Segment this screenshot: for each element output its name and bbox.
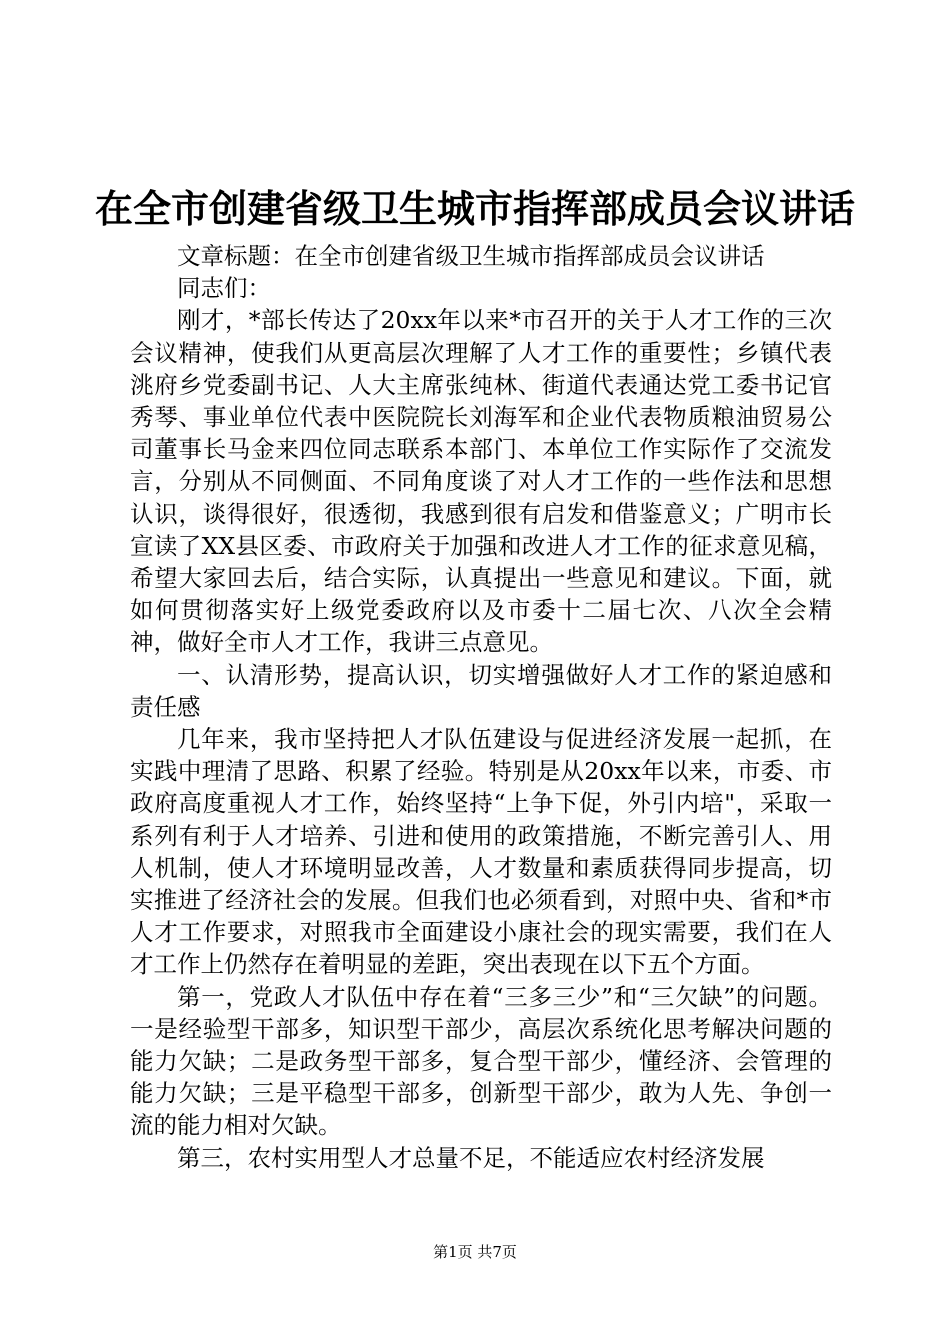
paragraph-opening: 刚才，*部长传达了20xx年以来*市召开的关于人才工作的三次会议精神，使我们从更高层次理解了人才工作的重要性；乡镇代表洮府乡党委副书记、人大主席张纯林、街道代表通达党工委书记官秀琴、事业单位代表中医院院长刘海军和企业代表物质粮油贸易公司董事长马金来四位同志联系本部门、本单位工作实际作了交流发言，分别从不同侧面、不同角度谈了对人才工作的一些作法和思想认识，谈得很好，很透彻，我感到很有启发和借鉴意义；广明市长宣读了XX县区委、市政府关于加强和改进人才工作的征求意见稿，希望大家回去后，结合实际，认真提出一些意见和建议。下面，就如何贯彻落实好上级党委政府以及市委十二届七次、八次全会精神，做好全市人才工作，我讲三点意见。 [130, 306, 832, 657]
document-body [130, 240, 832, 1174]
section-heading-1: 一、认清形势，提高认识，切实增强做好人才工作的紧迫感和责任感 [130, 660, 832, 721]
paragraph-article-title: 文章标题：在全市创建省级卫生城市指挥部成员会议讲话 [177, 242, 765, 270]
paragraph-progress: 几年来，我市坚持把人才队伍建设与促进经济发展一起抓，在实践中理清了思路、积累了经验。特别是从20xx年以来，市委、市政府高度重视人才工作，始终坚持“上争下促，外引内培"，采取一系列有利于人才培养、引进和使用的政策措施，不断完善引人、用人机制，使人才环境明显改善，人才数量和素质获得同步提高，切实推进了经济社会的发展。但我们也必须看到，对照中央、省和*市人才工作要求，对照我市全面建设小康社会的现实需要，我们在人才工作上仍然存在着明显的差距，突出表现在以下五个方面。 [130, 725, 832, 979]
document-title: 在全市创建省级卫生城市指挥部成员会议讲话 [94, 186, 855, 231]
paragraph-salutation: 同志们： [177, 274, 271, 303]
page-footer: 第1页 共7页 [433, 1243, 517, 1261]
paragraph-point-1: 第一，党政人才队伍中存在着“三多三少”和“三欠缺”的问题。一是经验型干部多，知识型干部少，高层次系统化思考解决问题的能力欠缺；二是政务型干部多，复合型干部少，懂经济、会管理的能力欠缺；三是平稳型干部多，创新型干部少，敢为人先、争创一流的能力相对欠缺。 [130, 982, 832, 1140]
paragraph-point-3: 第三，农村实用型人才总量不足，不能适应农村经济发展 [177, 1143, 765, 1172]
